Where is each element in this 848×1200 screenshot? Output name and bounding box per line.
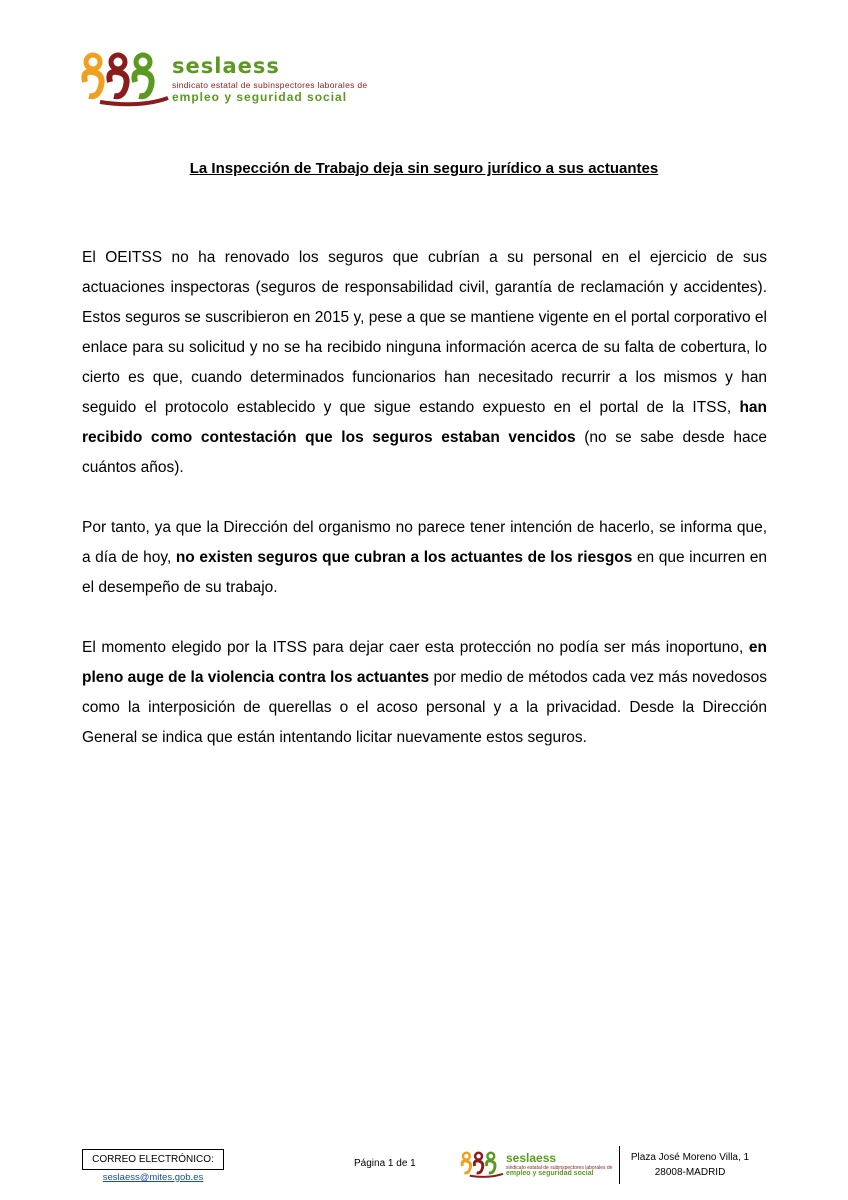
p2-bold: no existen seguros que cubran a los actuantes de los riesgos [175, 549, 633, 566]
paragraph-3 [82, 633, 767, 753]
document-body [82, 243, 767, 783]
logo-subtitle-2: empleo y seguridad social [172, 90, 348, 104]
header-logo [80, 52, 400, 108]
address-line-1: Plaza José Moreno Villa, 1 [630, 1152, 750, 1163]
p3-bold: en pleno auge de la violencia contra los actuantes [82, 639, 767, 686]
footer-logo-subtitle: sindicato estatal de subinspectores laborales de [506, 1165, 613, 1171]
address [625, 1150, 755, 1180]
p3-text-c: por medio de métodos cada vez más novedosos como la interposición de querellas o el acoso personal y a la privacidad. Desde la Dirección General se indica que están intentando licitar nuevamente estos seguros. [82, 669, 767, 746]
logo-name: seslaess [172, 54, 280, 78]
address-line-2: 28008-MADRID [654, 1167, 726, 1178]
footer-logo-subtitle-2: empleo y seguridad social [506, 1170, 594, 1177]
footer-logo [460, 1150, 620, 1180]
p2-text-c: en que incurren en el desempeño de su trabajo. [82, 549, 767, 596]
footer-logo-name: seslaess [506, 1151, 557, 1165]
people-logo-icon [80, 52, 170, 108]
p2-text-a: Por tanto, ya que la Dirección del organismo no parece tener intención de hacerlo, se informa que, a día de hoy, [82, 519, 767, 566]
logo-subtitle: sindicato estatal de subinspectores laborales de [172, 80, 368, 90]
document-title: La Inspección de Trabajo deja sin seguro jurídico a sus actuantes [189, 160, 659, 177]
paragraph-2 [82, 513, 767, 603]
email-link[interactable]: seslaess@mites.gob.es [102, 1172, 204, 1183]
page-number: Página 1 de 1 [354, 1158, 416, 1169]
p1-bold: han recibido como contestación que los seguros estaban vencidos [82, 399, 767, 446]
p1-text-a: El OEITSS no ha renovado los seguros que cubrían a su personal en el ejercicio de sus actuaciones inspectoras (seguros de responsabilidad civil, garantía de reclamación y accidentes). Estos seguros se suscribieron en 2015 y, pese a que se mantiene vigente en el portal corporativo el enlace para su solicitud y no se ha recibido ninguna información acerca de su falta de cobertura, lo cierto es que, cuando determinados funcionarios han necesitado recurrir a los mismos y han seguido el protocolo establecido y que sigue estando expuesto en el portal de la ITSS, [82, 249, 767, 416]
footer-divider [619, 1146, 620, 1184]
p1-text-c: (no se sabe desde hace cuántos años). [82, 429, 767, 476]
paragraph-1 [82, 243, 767, 483]
email-label-box: CORREO ELECTRÓNICO: [82, 1149, 224, 1170]
people-logo-small-icon [460, 1150, 504, 1180]
p3-text-a: El momento elegido por la ITSS para dejar caer esta protección no podía ser más inoportuno, [82, 639, 749, 656]
